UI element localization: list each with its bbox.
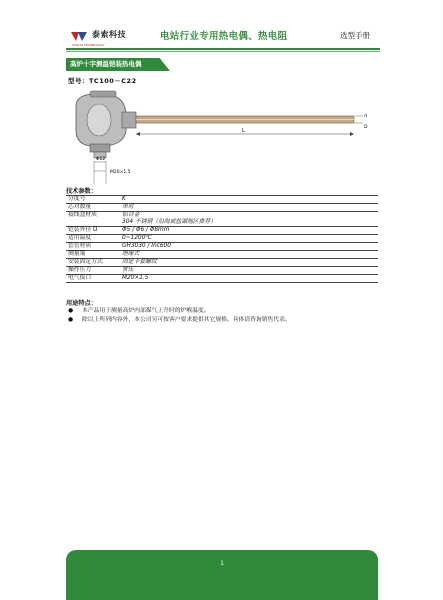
d-label: d [364,114,367,119]
junction-box [76,91,136,146]
table-row: 测量端 绝缘式 [66,250,378,258]
length-label: L [242,128,245,134]
product-drawing [66,86,378,196]
section-title: 高炉十字测温铠装热电偶 [70,60,142,68]
footer-band [66,550,378,600]
sheath-tube [136,116,354,123]
table-row: 电气接口 M20×1.5 [66,274,378,283]
specs-heading: 技术参数： [66,188,97,195]
brand-subtitle: TAISUO TECHNOLOGY [72,43,105,47]
table-row: 操作压力 常压 [66,266,378,274]
cable-gland [90,144,110,158]
usage-list [66,307,378,325]
brand-name: 泰索科技 [92,30,126,39]
D-label: D [364,125,368,130]
table-row: 适用温度 0~1200℃ [66,234,378,242]
table-row: 铠装外径 D Φ5 / Φ6 / Φ8mm [66,226,378,234]
header-divider-thin [66,51,380,52]
list-item: ● 本产品用于测量高炉内部煤气上升时的炉喉温度。 [68,308,210,314]
thread-label: M20×1.5 [110,170,131,175]
list-item: ● 除以上所列内容外，本公司另可按客户要求提供其它规格。具体请咨询销售代表。 [68,317,291,323]
company-logo-icon [70,30,88,42]
table-row: 套管材质 GH3030 / Inc600 [66,242,378,250]
table-row: 分度号 K [66,195,378,203]
table-row: 安装固定方式 固定卡套螺纹 [66,258,378,266]
specs-table [66,195,378,283]
bullet-icon: ● [68,317,74,323]
table-row: 接线盒材质 铝合金 304 不锈钢（沿海或盐湖地区推荐） [66,211,378,226]
usage-heading: 用途特点： [66,300,97,307]
manual-label: 选型手册 [340,31,370,40]
catalog-title: 电站行业专用热电偶、热电阻 [160,31,288,42]
model-number: 型号：TC100－C22 [68,77,137,85]
header-divider [66,48,380,50]
phi12-label: Φ12 [96,157,106,162]
bullet-icon: ● [68,308,74,314]
table-row: 芯对数量 单对 [66,203,378,211]
page-number: 1 [220,560,224,567]
